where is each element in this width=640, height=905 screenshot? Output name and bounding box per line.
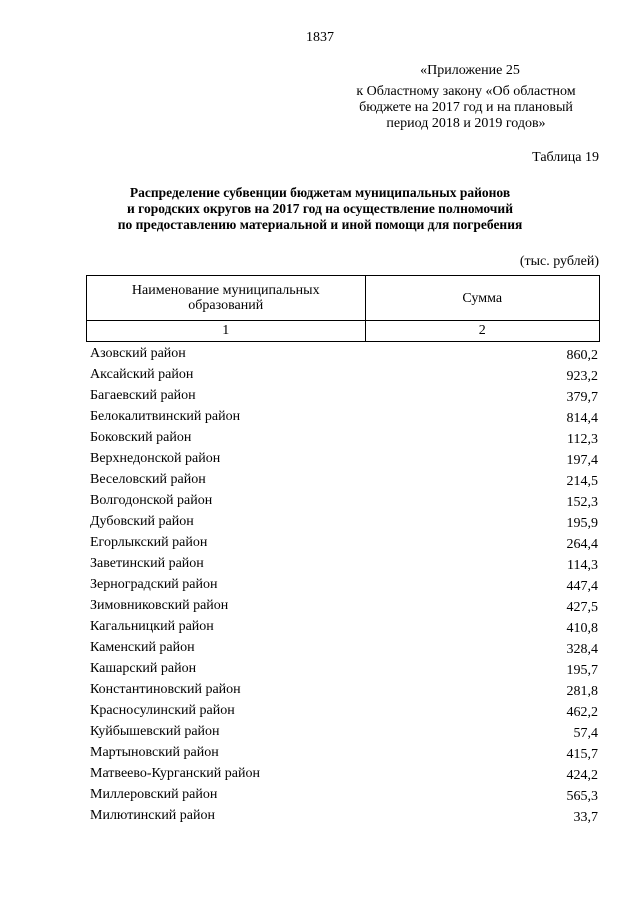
district-name: Миллеровский район [90, 787, 218, 802]
appendix-law-line-3: период 2018 и 2019 годов» [386, 116, 546, 131]
district-name: Веселовский район [90, 472, 206, 487]
table-row [90, 385, 598, 406]
district-name: Милютинский район [90, 808, 216, 823]
table-row [90, 595, 598, 616]
district-name: Мартыновский район [90, 745, 219, 760]
district-sum: 814,4 [566, 411, 598, 426]
district-sum: 57,4 [573, 726, 598, 741]
table-row [90, 553, 598, 574]
table-row [90, 637, 598, 658]
header-name-line-2: образований [188, 298, 264, 313]
title-line-1: Распределение субвенции бюджетам муниципальных районов [129, 185, 511, 200]
appendix-title: «Приложение 25 [420, 63, 520, 78]
table-row [90, 616, 598, 637]
table-row [90, 679, 598, 700]
district-name: Кагальницкий район [90, 619, 214, 634]
appendix-law-line-1: к Областному закону «Об областном [356, 84, 576, 99]
table-row [90, 427, 598, 448]
district-sum: 195,9 [566, 516, 598, 531]
district-sum: 415,7 [566, 747, 598, 762]
header-row [87, 276, 600, 321]
district-name: Матвеево-Курганский район [90, 766, 260, 781]
table-row [90, 511, 598, 532]
column-number-1: 1 [87, 321, 366, 342]
district-sum: 152,3 [566, 495, 598, 510]
district-sum: 565,3 [566, 789, 598, 804]
district-name: Зерноградский район [90, 577, 218, 592]
district-name: Кашарский район [90, 661, 197, 676]
table-row [90, 784, 598, 805]
district-name: Аксайский район [90, 367, 194, 382]
table-row [90, 763, 598, 784]
appendix-reference [335, 63, 597, 132]
district-sum: 197,4 [566, 453, 598, 468]
district-sum: 328,4 [566, 642, 598, 657]
table-row [90, 658, 598, 679]
district-sum: 424,2 [566, 768, 598, 783]
appendix-law-line-2: бюджете на 2017 год и на плановый [359, 100, 573, 115]
column-number-row [87, 321, 600, 342]
table-row [90, 448, 598, 469]
district-sum: 112,3 [567, 432, 598, 447]
district-name: Азовский район [90, 346, 186, 361]
district-sum: 462,2 [566, 705, 598, 720]
district-name: Боковский район [90, 430, 192, 445]
title-line-3: по предоставлению материальной и иной помощи для погребения [117, 217, 523, 232]
table-row [90, 532, 598, 553]
table-row [90, 469, 598, 490]
district-sum: 281,8 [566, 684, 598, 699]
district-name: Каменский район [90, 640, 195, 655]
district-sum: 114,3 [567, 558, 598, 573]
header-name-line-1: Наименование муниципальных [131, 283, 320, 298]
district-name: Константиновский район [90, 682, 241, 697]
title-line-2: и городских округов на 2017 год на осуществление полномочий [127, 201, 513, 216]
district-name: Верхнедонской район [90, 451, 221, 466]
district-name: Заветинский район [90, 556, 204, 571]
district-name: Белокалитвинский район [90, 409, 241, 424]
table-row [90, 364, 598, 385]
header-sum-cell: Сумма [365, 276, 599, 321]
column-number-2: 2 [365, 321, 599, 342]
district-sum: 195,7 [566, 663, 598, 678]
district-name: Зимовниковский район [90, 598, 229, 613]
district-name: Куйбышевский район [90, 724, 220, 739]
district-sum: 860,2 [566, 348, 598, 363]
district-name: Багаевский район [90, 388, 196, 403]
table-row [90, 574, 598, 595]
table-number: Таблица 19 [532, 150, 599, 165]
district-name: Егорлыкский район [90, 535, 208, 550]
district-sum: 33,7 [573, 810, 598, 825]
table-row [90, 805, 598, 826]
table-row [90, 343, 598, 364]
table-row [90, 700, 598, 721]
district-sum: 214,5 [566, 474, 598, 489]
district-sum: 379,7 [566, 390, 598, 405]
document-title [0, 185, 640, 233]
table-row [90, 721, 598, 742]
table-row [90, 742, 598, 763]
header-name-cell [87, 276, 366, 321]
district-sum: 427,5 [566, 600, 598, 615]
units-label: (тыс. рублей) [519, 254, 599, 269]
district-name: Волгодонской район [90, 493, 213, 508]
district-sum: 410,8 [566, 621, 598, 636]
page-number: 1837 [306, 30, 334, 45]
table-row [90, 490, 598, 511]
district-sum: 923,2 [566, 369, 598, 384]
district-name: Красносулинский район [90, 703, 235, 718]
district-name: Дубовский район [90, 514, 194, 529]
district-sum: 447,4 [566, 579, 598, 594]
table-row [90, 406, 598, 427]
table-header [86, 275, 600, 342]
district-sum: 264,4 [566, 537, 598, 552]
table-body [90, 343, 598, 826]
